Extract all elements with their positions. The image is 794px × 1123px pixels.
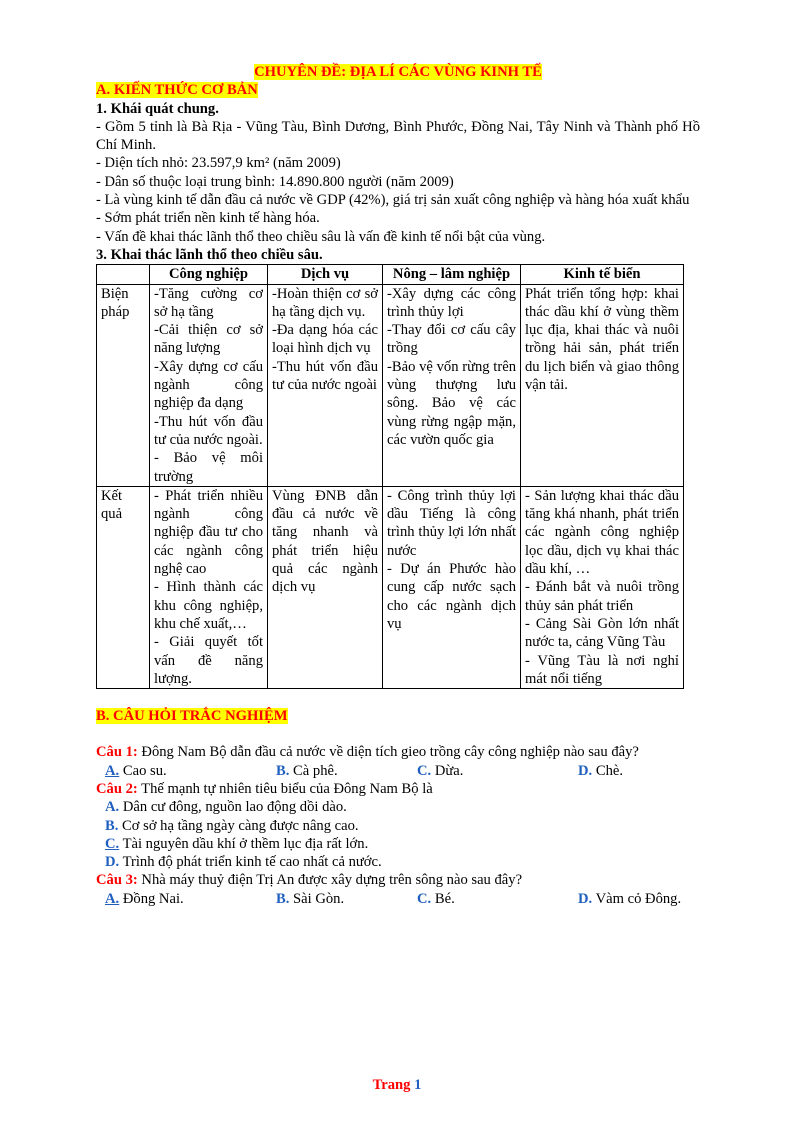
table-cell-line: Vùng ĐNB dẫn đầu cả nước về tăng nhanh và phát triển hiệu quả các ngành dịch vụ xyxy=(272,487,378,596)
option-text: Chè. xyxy=(592,762,624,779)
option-text: Dân cư đông, nguồn lao động dồi dào. xyxy=(119,799,347,816)
overview-bullet: - Là vùng kinh tế dẫn đầu cả nước về GDP (42%), giá trị sản xuất công nghiệp và hàng hóa xuất khẩu xyxy=(96,192,690,209)
table-cell-line: -Tăng cường cơ sở hạ tầng xyxy=(154,285,263,320)
table-header-cell: Nông – lâm nghiệp xyxy=(383,265,521,284)
table-cell xyxy=(383,284,521,486)
table-cell-line: -Xây dựng cơ cấu ngành công nghiệp đa dạng xyxy=(154,358,263,412)
table-cell xyxy=(150,486,268,688)
page-label: Trang xyxy=(372,1077,415,1093)
table-cell-line: -Bảo vệ vốn rừng trên vùng thượng lưu sông. Bảo vệ các vùng rừng ngập mặn, các vườn quốc gia xyxy=(387,358,516,448)
table-cell-line: -Thay đổi cơ cấu cây trồng xyxy=(387,322,516,357)
page-number: 1 xyxy=(414,1077,422,1093)
option-letter: B. xyxy=(276,890,290,907)
table-cell-line: -Cải thiện cơ sở năng lượng xyxy=(154,322,263,357)
option-letter: D. xyxy=(105,854,120,871)
question-label: Câu 1: xyxy=(96,744,138,761)
option-letter: A. xyxy=(105,890,120,907)
document-page xyxy=(96,63,700,908)
question-stem xyxy=(96,871,700,889)
table-cell-line: -Xây dựng các công trình thủy lợi xyxy=(387,285,516,320)
option-text: Vàm cỏ Đông. xyxy=(592,890,682,907)
overview-bullet: - Diện tích nhỏ: 23.597,9 km² (năm 2009) xyxy=(96,155,341,172)
table-cell-line: - Bảo vệ môi trường xyxy=(154,450,263,485)
table-cell xyxy=(521,486,684,688)
answer-option[interactable] xyxy=(105,818,359,834)
option-letter: A. xyxy=(105,762,120,779)
table-cell-line: - Giải quyết tốt vấn đề năng lượng. xyxy=(154,634,263,687)
table-header-cell: Công nghiệp xyxy=(150,265,268,284)
answer-options-row xyxy=(96,817,700,835)
question-label: Câu 3: xyxy=(96,872,138,889)
answer-option[interactable] xyxy=(105,799,347,815)
table-row-label: Kết quả xyxy=(97,486,150,688)
option-letter: D. xyxy=(578,890,593,907)
answer-options-row xyxy=(96,798,700,816)
section-a-sub1: 1. Khái quát chung. xyxy=(96,100,219,117)
option-letter: C. xyxy=(417,762,432,779)
table-cell-line: - Cảng Sài Gòn lớn nhất nước ta, cảng Vũng Tàu xyxy=(525,615,679,651)
answer-option[interactable] xyxy=(105,854,382,870)
question-stem xyxy=(96,780,700,798)
option-text: Bé. xyxy=(431,890,455,907)
answer-options-row xyxy=(96,890,700,908)
table-cell-line: - Hình thành các khu công nghiệp, khu chế xuất,… xyxy=(154,579,263,632)
table-cell xyxy=(150,284,268,486)
option-letter: B. xyxy=(276,762,290,779)
option-text: Trình độ phát triển kinh tế cao nhất cả nước. xyxy=(119,854,382,871)
table-header-cell xyxy=(97,265,150,284)
table-row xyxy=(97,284,684,486)
option-text: Cà phê. xyxy=(289,762,338,779)
question-text: Thế mạnh tự nhiên tiêu biểu của Đông Nam Bộ là xyxy=(137,780,433,797)
table-row-label: Biện pháp xyxy=(97,284,150,486)
question-list xyxy=(96,743,700,908)
question-text: Đông Nam Bộ dẫn đầu cả nước về diện tích gieo trồng cây công nghiệp nào sau đây? xyxy=(137,744,639,761)
table-cell-line: - Vũng Tàu là nơi nghỉ mát nổi tiếng xyxy=(525,652,679,687)
answer-option[interactable] xyxy=(105,762,167,780)
answer-option[interactable] xyxy=(578,762,623,780)
option-text: Dừa. xyxy=(431,762,464,779)
option-letter: D. xyxy=(578,762,593,779)
question-label: Câu 2: xyxy=(96,780,138,797)
section-a-sub3: 3. Khai thác lãnh thổ theo chiều sâu. xyxy=(96,246,323,263)
answer-option[interactable] xyxy=(578,890,681,908)
answer-options-row xyxy=(96,762,700,780)
table-cell xyxy=(383,486,521,688)
option-letter: A. xyxy=(105,799,120,816)
table-cell-line: - Đánh bắt và nuôi trồng thủy sản phát triển xyxy=(525,579,679,614)
section-b-heading: B. CÂU HỎI TRẮC NGHIỆM xyxy=(96,708,288,725)
question-stem xyxy=(96,743,700,761)
table-cell-line: -Hoàn thiện cơ sở hạ tầng dịch vụ. xyxy=(272,285,378,320)
answer-option[interactable] xyxy=(417,890,455,908)
table-header-cell: Dịch vụ xyxy=(268,265,383,284)
option-text: Sài Gòn. xyxy=(289,890,345,907)
answer-option[interactable] xyxy=(105,836,368,852)
table-cell-line: -Thu hút vốn đầu tư của nước ngoài xyxy=(272,358,378,394)
table-header-cell: Kinh tế biển xyxy=(521,265,684,284)
table-cell-line: - Phát triển nhiều ngành công nghiệp đầu tư cho các ngành công nghệ cao xyxy=(154,487,263,578)
table-cell xyxy=(268,486,383,688)
option-text: Tài nguyên dầu khí ở thềm lục địa rất lớn. xyxy=(119,835,369,852)
table-cell-line: -Thu hút vốn đầu tư của nước ngoài. xyxy=(154,413,263,448)
option-letter: C. xyxy=(105,835,120,852)
option-text: Cao su. xyxy=(119,762,167,779)
option-letter: C. xyxy=(417,890,432,907)
table-cell-line: - Dự án Phước hào cung cấp nước sạch cho các ngành dịch vụ xyxy=(387,561,516,632)
table-header-row xyxy=(97,265,684,284)
option-text: Cơ sở hạ tầng ngày càng được nâng cao. xyxy=(118,817,359,834)
overview-bullet: - Gồm 5 tỉnh là Bà Rịa - Vũng Tàu, Bình Dương, Bình Phước, Đồng Nai, Tây Ninh và Thành phố Hồ Chí Minh. xyxy=(96,118,700,154)
table-cell-line: -Đa dạng hóa các loại hình dịch vụ xyxy=(272,322,378,357)
page-footer xyxy=(0,1076,794,1094)
overview-bullet: - Sớm phát triển nền kinh tế hàng hóa. xyxy=(96,210,320,227)
answer-option[interactable] xyxy=(276,890,344,908)
option-text: Đồng Nai. xyxy=(119,890,184,907)
overview-bullets xyxy=(96,118,700,246)
table-cell-line: Phát triển tổng hợp: khai thác dầu khí ở vùng thềm lục địa, khai thác và nuôi trồng hải sản, phát triển du lịch biển và giao thông vận tải. xyxy=(525,285,679,394)
section-a-heading: A. KIẾN THỨC CƠ BẢN xyxy=(96,82,258,99)
table-row xyxy=(97,486,684,688)
overview-bullet: - Dân số thuộc loại trung bình: 14.890.800 người (năm 2009) xyxy=(96,173,454,190)
option-letter: B. xyxy=(105,817,119,834)
answer-options-row xyxy=(96,853,700,871)
answer-option[interactable] xyxy=(417,762,463,780)
table-cell-line: - Công trình thủy lợi dầu Tiếng là công trình thủy lợi lớn nhất nước xyxy=(387,487,516,559)
table-cell xyxy=(521,284,684,486)
answer-option[interactable] xyxy=(105,890,184,908)
document-title: CHUYÊN ĐỀ: ĐỊA LÍ CÁC VÙNG KINH TẾ xyxy=(254,64,542,80)
answer-option[interactable] xyxy=(276,762,338,780)
exploitation-table xyxy=(96,264,684,689)
overview-bullet: - Vấn đề khai thác lãnh thổ theo chiều sâu là vấn đề kinh tế nổi bật của vùng. xyxy=(96,228,546,245)
question-text: Nhà máy thuỷ điện Trị An được xây dựng trên sông nào sau đây? xyxy=(137,872,523,889)
answer-options-row xyxy=(96,835,700,853)
table-cell xyxy=(268,284,383,486)
table-cell-line: - Sản lượng khai thác dầu tăng khá nhanh, phát triển các ngành công nghiệp lọc dầu, dịch vụ khai thác dầu khí, … xyxy=(525,487,679,578)
